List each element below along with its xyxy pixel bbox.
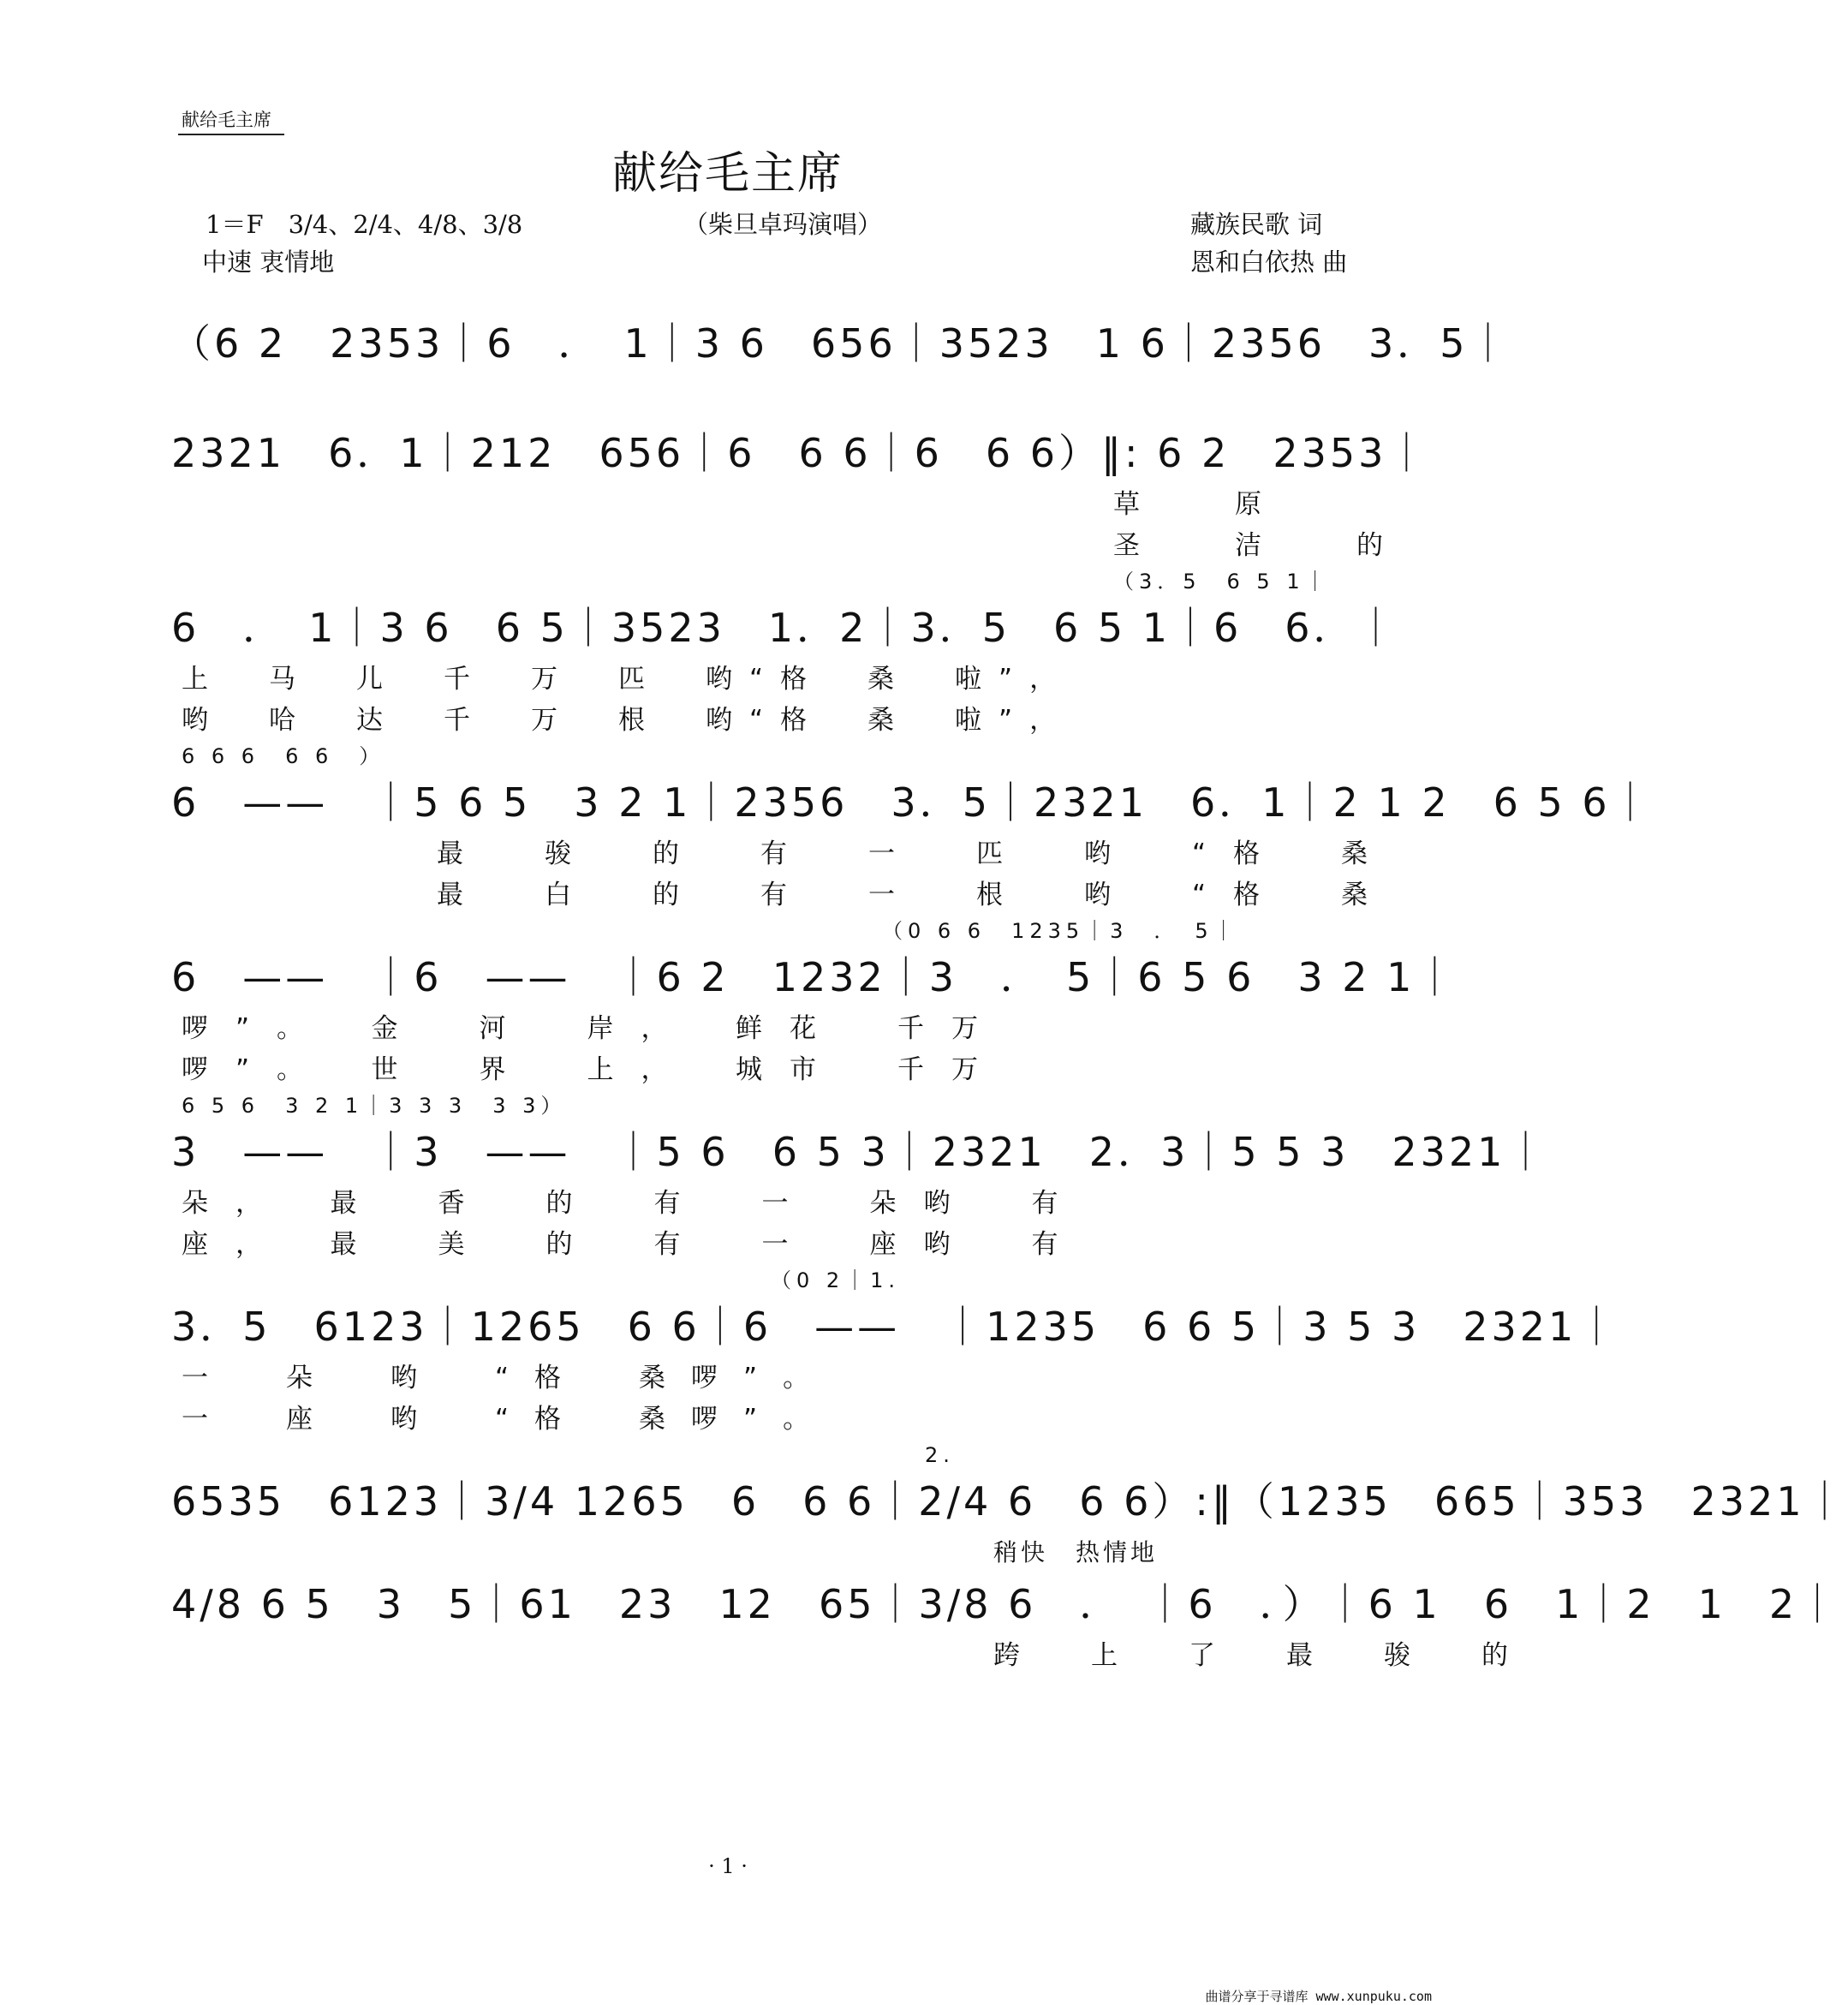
lyric-line: 一 座 哟 “格 桑啰”。 <box>182 1404 836 1435</box>
alt-ending-notes: 6 6 6 6 6 ） <box>182 744 385 768</box>
score-line-notes: 3 —— ｜3 —— ｜5 6 6 5 3｜2321 2．3｜5 5 3 2321｜ <box>171 1129 1549 1175</box>
tempo-change-marking: 稍快 热情地 <box>993 1538 1159 1566</box>
lyric-line: 啰”。 金 河 岸， 鲜花 千万 <box>182 1013 1006 1044</box>
lyric-line: 草 原 <box>1113 489 1296 520</box>
header-tag: 献给毛主席 <box>182 110 271 130</box>
score-body <box>171 313 1848 1676</box>
lyric-line: 哟 哈 达 千 万 根 哟“格 桑 啦”， <box>182 705 1074 736</box>
tempo-marking: 中速 衷情地 <box>202 248 335 277</box>
alt-ending-notes: （3．5 6 5 1｜ <box>1113 570 1331 594</box>
song-title: 献给毛主席 <box>611 148 844 200</box>
performer-credit: （柴旦卓玛演唱） <box>683 210 883 239</box>
key-time-signature: 1＝F 3/4、2/4、4/8、3/8 <box>206 210 523 239</box>
lyricist-credit: 藏族民歌 词 <box>1190 210 1323 239</box>
composer-credit: 恩和白依热 曲 <box>1190 248 1348 277</box>
lyric-line: 圣 洁 的 <box>1113 530 1417 561</box>
alt-ending-notes: 6 5 6 3 2 1｜3 3 3 3 3） <box>182 1094 567 1118</box>
score-line-notes: 6 —— ｜6 —— ｜6 2 1232｜3 ． 5｜6 5 6 3 2 1｜ <box>171 954 1458 1000</box>
lyric-line: 啰”。 世 界 上， 城市 千万 <box>182 1054 1006 1085</box>
score-line-notes: 6535 6123｜3/4 1265 6 6 6｜2/4 6 6 6）:‖（1235 665｜353 2321｜ <box>171 1478 1848 1525</box>
second-ending-label: 2. <box>925 1443 955 1467</box>
page-number: · 1 · <box>708 1854 748 1878</box>
lyric-line: 朵， 最 香 的 有 一 朵哟 有 <box>182 1188 1086 1219</box>
lyric-line: 上 马 儿 千 万 匹 哟“格 桑 啦”， <box>182 664 1074 695</box>
score-line-notes: 3．5 6123｜1265 6 6｜6 —— ｜1235 6 6 5｜3 5 3 2321｜ <box>171 1304 1620 1350</box>
lyric-line: 最 白 的 有 一 根 哟 “格 桑 <box>437 880 1396 910</box>
score-line-notes: （6 2 2353｜6 ． 1｜3 6 656｜3523 1 6｜2356 3．5｜ <box>171 320 1511 367</box>
lyric-line: 跨 上 了 最 骏 的 <box>993 1640 1530 1671</box>
header-rule <box>178 134 284 135</box>
score-line-notes: 2321 6．1｜212 656｜6 6 6｜6 6 6）‖: 6 2 2353｜ <box>171 430 1430 476</box>
lyric-line: 最 骏 的 有 一 匹 哟 “格 桑 <box>437 838 1396 869</box>
score-line-notes: 6 ． 1｜3 6 6 5｜3523 1．2｜3．5 6 5 1｜6 6．｜ <box>171 605 1399 651</box>
alt-ending-notes: （0 6 6 1235｜3 ． 5｜ <box>882 919 1239 943</box>
score-line-notes: 6 —— ｜5 6 5 3 2 1｜2356 3．5｜2321 6．1｜2 1 2 6 5 6｜ <box>171 779 1654 826</box>
alt-ending-notes: （0 2｜1. <box>771 1268 901 1292</box>
footer-credit: 曲谱分享于寻谱库 www.xunpuku.com <box>1205 1989 1432 2004</box>
lyric-line: 座， 最 美 的 有 一 座哟 有 <box>182 1229 1086 1260</box>
score-line-notes: 4/8 6 5 3 5｜61 23 12 65｜3/8 6 ． ｜6 ．）｜6 1 6 1｜2 1 2｜ <box>171 1581 1841 1627</box>
lyric-line: 一 朵 哟 “格 桑啰”。 <box>182 1363 836 1393</box>
